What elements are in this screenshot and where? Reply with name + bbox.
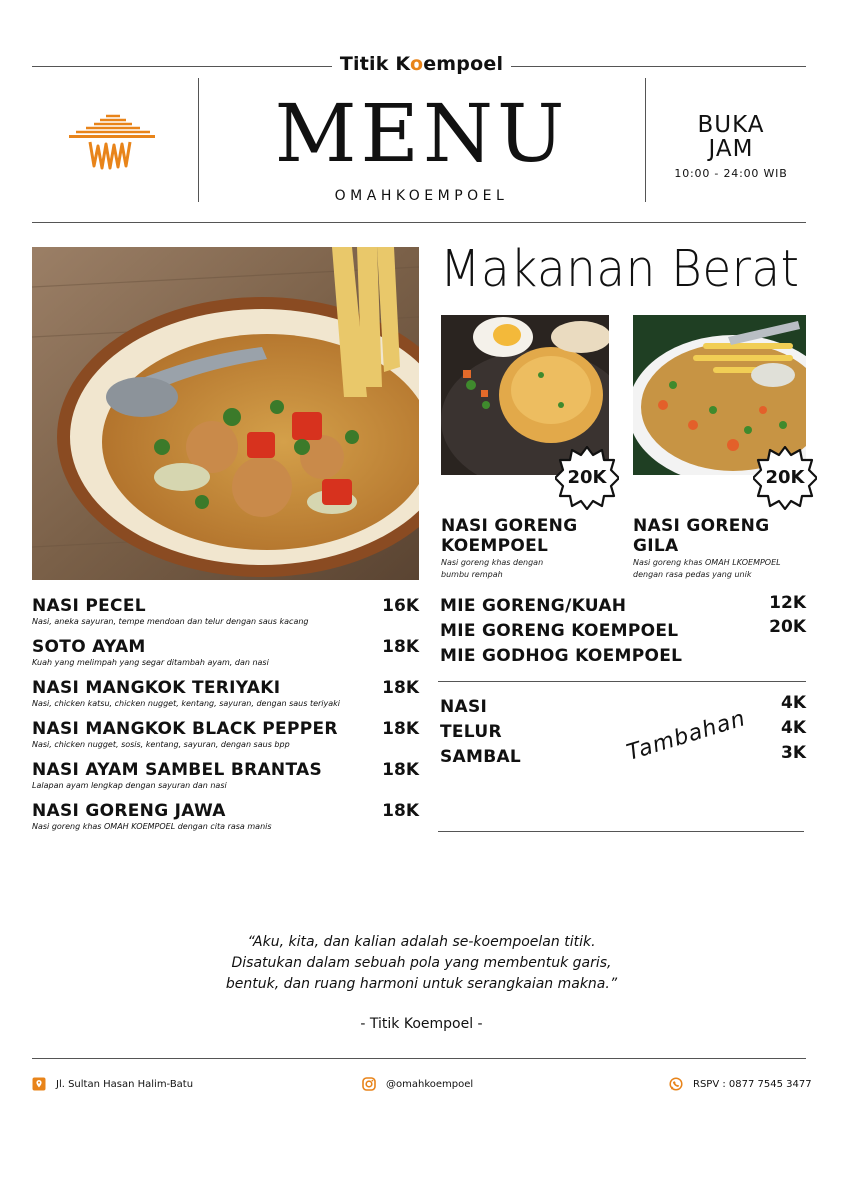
mie-item-name: MIE GORENG KOEMPOEL bbox=[440, 621, 679, 641]
header-divider-left bbox=[198, 78, 199, 202]
featured-dish-name-1 bbox=[441, 516, 577, 556]
featured-dish-name-2-line2: GILA bbox=[633, 536, 679, 556]
extra-item-name: NASI bbox=[440, 697, 488, 717]
menu-item-desc: Nasi, chicken katsu, chicken nugget, kentang, sayuran, dengan saus teriyaki bbox=[32, 699, 341, 708]
footer-address bbox=[32, 1077, 193, 1091]
menu-item-price: 18K bbox=[382, 719, 419, 739]
extra-item-price: 3K bbox=[780, 743, 806, 763]
address-text: Jl. Sultan Hasan Halim-Batu bbox=[56, 1078, 194, 1090]
brand-quote-line2: Disatukan dalam sebuah pola yang membentuk garis, bbox=[231, 955, 612, 971]
extras-bottom-rule bbox=[438, 831, 804, 832]
brand-name bbox=[0, 53, 843, 75]
brand-quote-line3: bentuk, dan ruang harmoni untuk serangkaian makna.” bbox=[225, 976, 618, 992]
footer-phone[interactable] bbox=[669, 1077, 812, 1091]
featured-dish-name-2 bbox=[633, 516, 769, 556]
price-badge-2 bbox=[753, 446, 817, 510]
map-pin-icon bbox=[32, 1077, 46, 1091]
featured-dish-desc-2 bbox=[633, 557, 781, 581]
featured-dish-desc-2-line2: dengan rasa pedas yang unik bbox=[633, 570, 752, 579]
brand-text-1: Titik K bbox=[339, 53, 410, 75]
menu-title: MENU bbox=[274, 87, 569, 180]
featured-dish-name-1-line2: KOEMPOEL bbox=[441, 536, 549, 556]
featured-dish-desc-1-line1: Nasi goreng khas dengan bbox=[441, 558, 544, 567]
mie-item-price: 20K bbox=[769, 617, 806, 637]
footer-rule bbox=[32, 1058, 806, 1059]
price-badge-1 bbox=[555, 446, 619, 510]
menu-item-name: NASI MANGKOK TERIYAKI bbox=[32, 678, 281, 698]
brand-text-2: empoel bbox=[423, 53, 504, 75]
extra-item-price: 4K bbox=[780, 718, 806, 738]
menu-item-price: 18K bbox=[382, 678, 419, 698]
menu-item-price: 18K bbox=[382, 760, 419, 780]
extra-item-name: TELUR bbox=[440, 722, 502, 742]
brand-quote bbox=[0, 932, 843, 995]
hero-food-photo bbox=[32, 247, 419, 580]
menu-item-price: 18K bbox=[382, 801, 419, 821]
extra-item-name: SAMBAL bbox=[440, 747, 522, 767]
price-badge-1-label: 20K bbox=[567, 467, 607, 488]
footer-instagram[interactable] bbox=[362, 1077, 473, 1091]
section-title: Makanan Berat bbox=[440, 240, 800, 299]
menu-subtitle: OMAHKOEMPOEL bbox=[334, 188, 509, 204]
menu-item-desc: Lalapan ayam lengkap dengan sayuran dan nasi bbox=[32, 781, 227, 790]
menu-item-price: 16K bbox=[382, 596, 419, 616]
menu-item-price: 18K bbox=[382, 637, 419, 657]
opening-hours-label-line2: JAM bbox=[708, 136, 754, 162]
menu-item-desc: Nasi, chicken nugget, sosis, kentang, sayuran, dengan saus bpp bbox=[32, 740, 290, 749]
featured-dish-name-2-line1: NASI GORENG bbox=[633, 516, 770, 536]
extra-item-price: 4K bbox=[780, 693, 806, 713]
featured-dish-desc-2-line1: Nasi goreng khas OMAH LKOEMPOEL bbox=[633, 558, 781, 567]
featured-dish-desc-1-line2: bumbu rempah bbox=[441, 570, 503, 579]
menu-item-name: NASI GORENG JAWA bbox=[32, 801, 226, 821]
extras-label: Tambahan bbox=[624, 706, 749, 766]
mie-item-name: MIE GORENG/KUAH bbox=[440, 596, 627, 616]
featured-dish-desc-1 bbox=[441, 557, 543, 581]
opening-hours: 10:00 - 24:00 WIB bbox=[674, 167, 788, 180]
whatsapp-icon bbox=[669, 1077, 683, 1091]
brand-text-o: o bbox=[409, 53, 424, 75]
featured-dish-name-1-line1: NASI GORENG bbox=[441, 516, 578, 536]
price-badge-2-label: 20K bbox=[765, 467, 805, 488]
menu-item-name: SOTO AYAM bbox=[32, 637, 146, 657]
phone-text[interactable]: RSPV : 0877 7545 3477 bbox=[693, 1078, 812, 1090]
menu-item-name: NASI MANGKOK BLACK PEPPER bbox=[32, 719, 338, 739]
roof-logo-icon bbox=[68, 112, 156, 172]
menu-item-desc: Kuah yang melimpah yang segar ditambah ayam, dan nasi bbox=[32, 658, 269, 667]
opening-hours-label-line1: BUKA bbox=[697, 112, 765, 138]
extras-top-rule bbox=[438, 681, 806, 682]
menu-item-name: NASI AYAM SAMBEL BRANTAS bbox=[32, 760, 323, 780]
instagram-icon bbox=[362, 1077, 376, 1091]
brand-quote-line1: “Aku, kita, dan kalian adalah se-koempoelan titik. bbox=[247, 934, 596, 950]
instagram-handle[interactable]: @omahkoempoel bbox=[386, 1078, 474, 1090]
quote-author: - Titik Koempoel - bbox=[360, 1016, 483, 1032]
menu-item-desc: Nasi, aneka sayuran, tempe mendoan dan telur dengan saus kacang bbox=[32, 617, 309, 626]
mie-item-name: MIE GODHOG KOEMPOEL bbox=[440, 646, 683, 666]
header-bottom-rule bbox=[32, 222, 806, 223]
menu-item-desc: Nasi goreng khas OMAH KOEMPOEL dengan cita rasa manis bbox=[32, 822, 272, 831]
opening-hours-label bbox=[646, 113, 816, 161]
mie-item-price: 12K bbox=[769, 593, 806, 613]
menu-item-name: NASI PECEL bbox=[32, 596, 146, 616]
